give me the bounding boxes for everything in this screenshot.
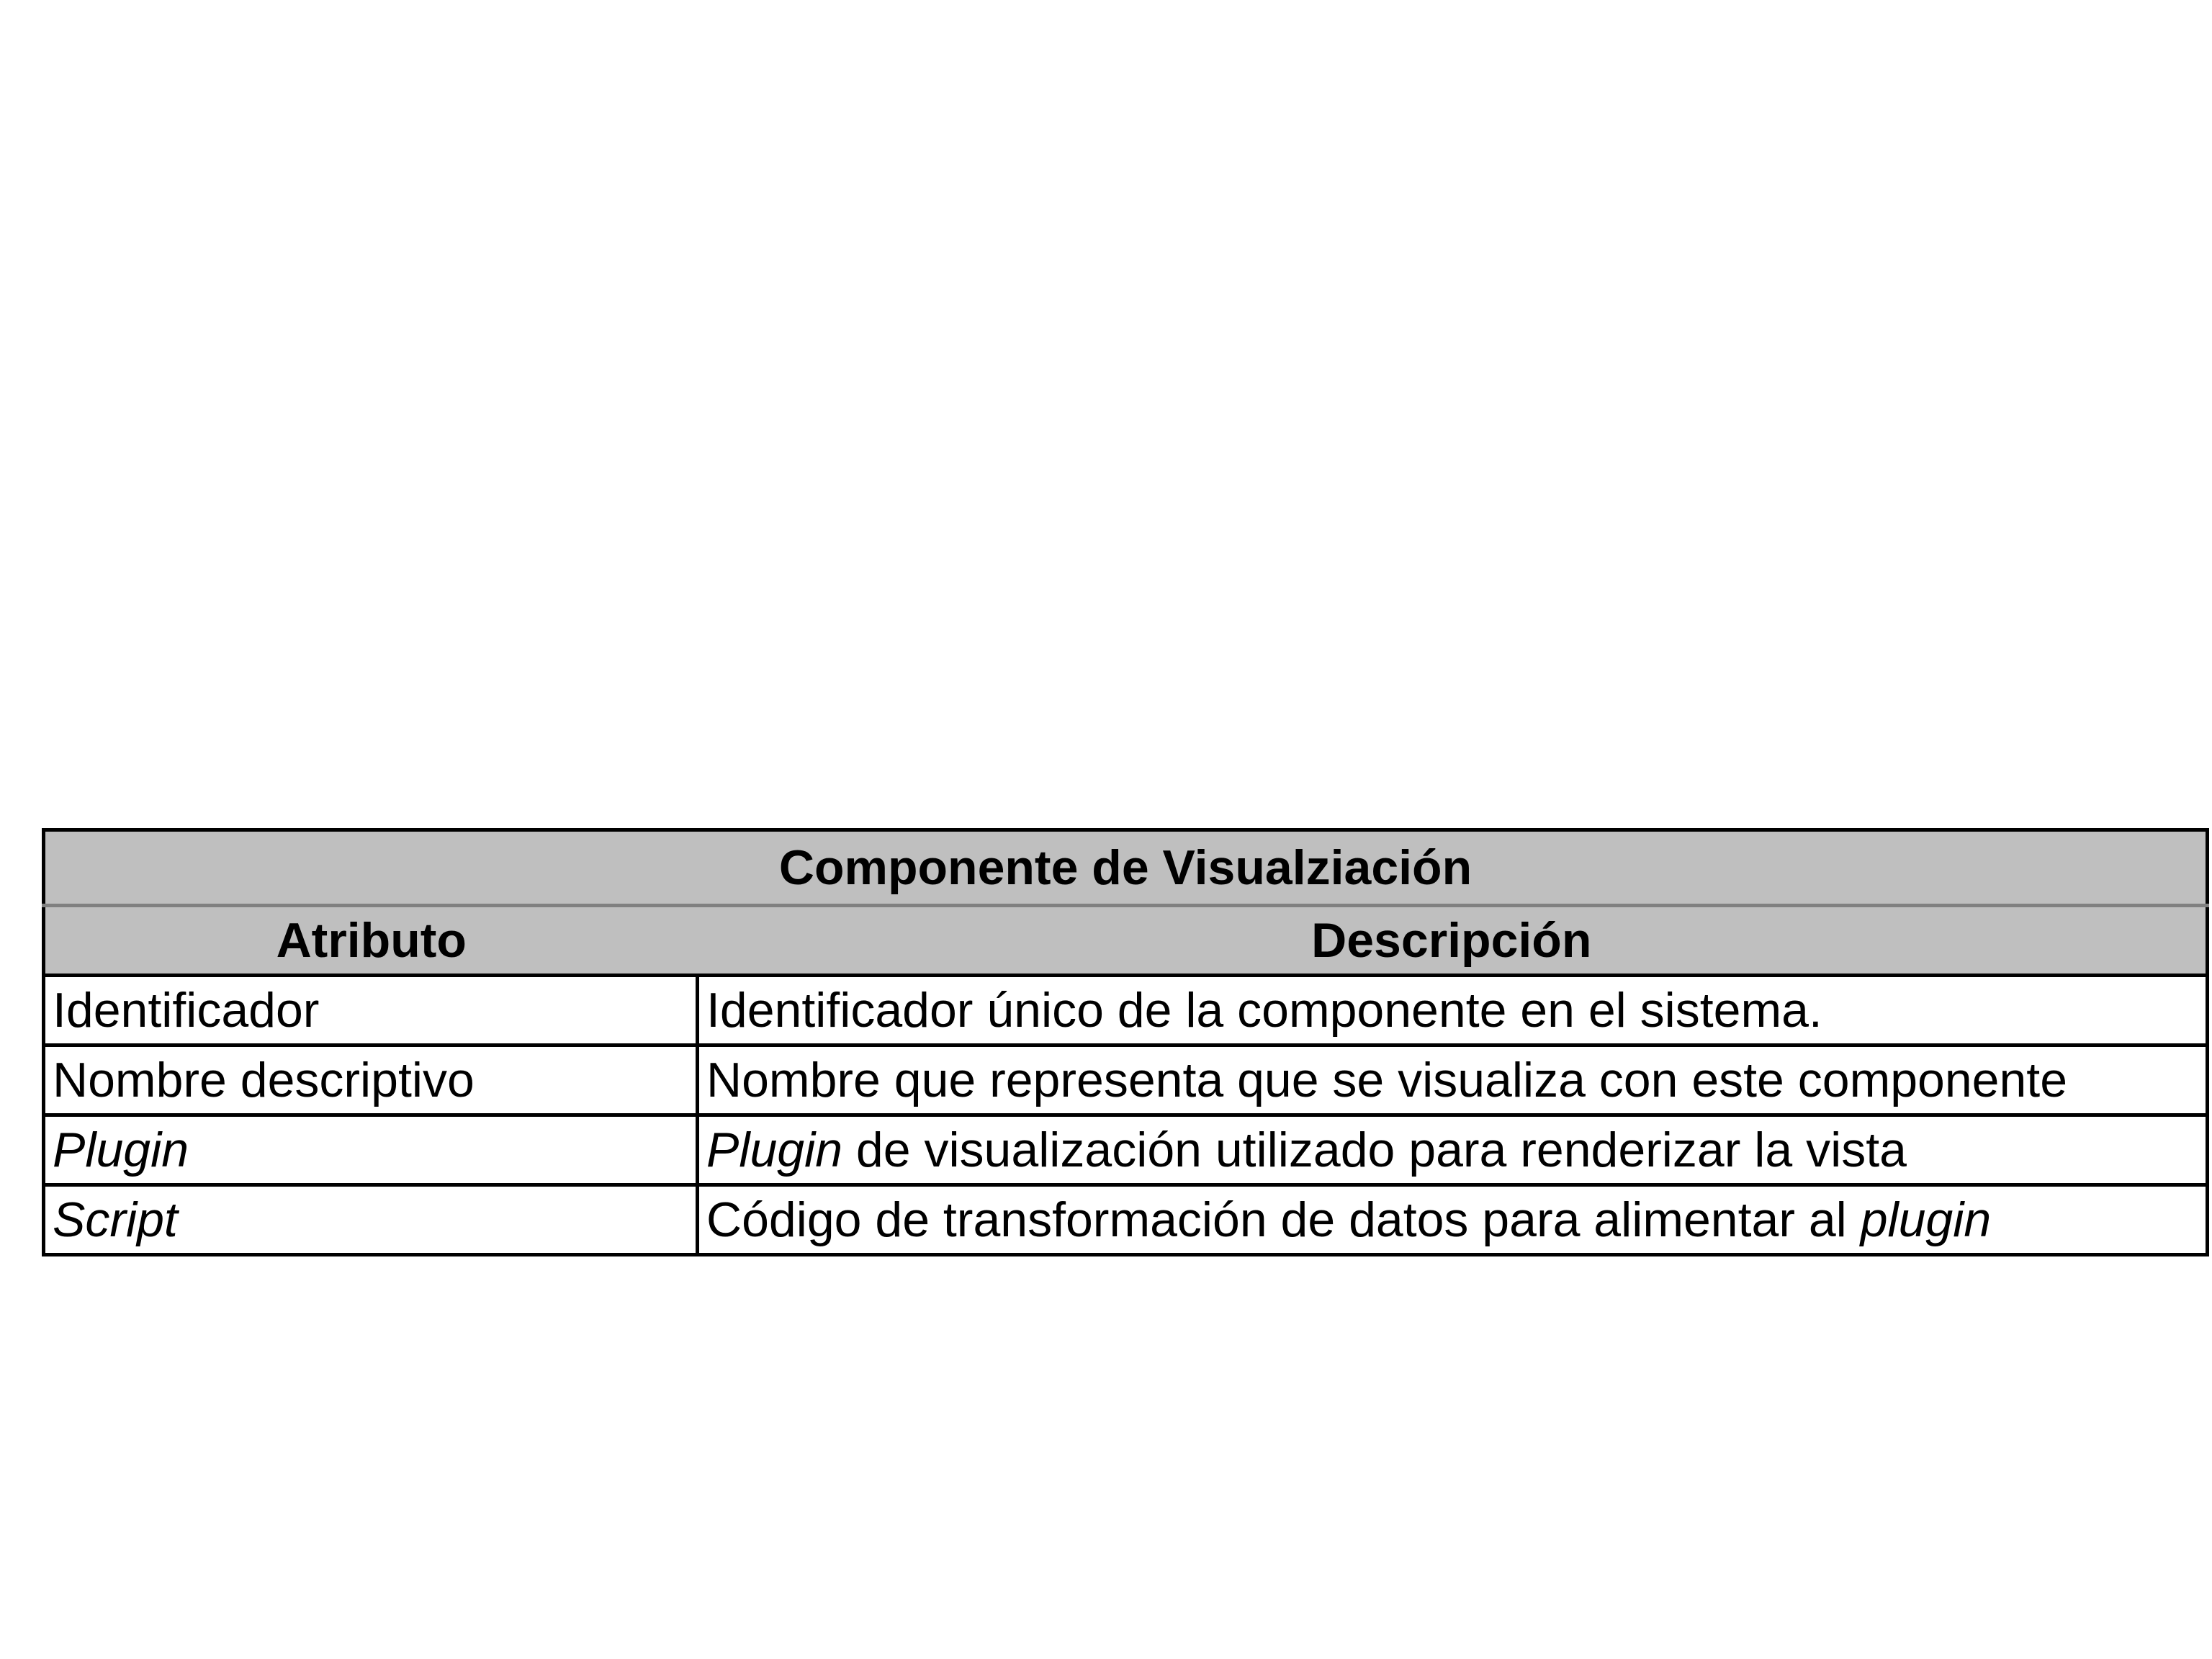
description-text: Identificador único de la componente en el sistema. [706,983,1822,1038]
table-title: Componente de Visualziación [44,830,2208,906]
description-italic-term: Plugin [706,1123,843,1177]
attribute-cell: Identificador [44,976,698,1046]
column-header-attribute: Atributo [44,906,698,976]
description-cell [698,1115,2208,1185]
description-text: Nombre que representa que se visualiza con este componente [706,1053,2068,1107]
description-cell [698,1185,2208,1255]
table-row [44,1185,2208,1255]
table-row [44,976,2208,1046]
column-header-description: Descripción [698,906,2208,976]
attribute-cell: Plugin [44,1115,698,1185]
description-text: de visualización utilizado para renderizar la vista [842,1123,1907,1177]
description-cell [698,976,2208,1046]
column-header-row [44,906,2208,976]
table-title-row [44,830,2208,906]
description-italic-term: plugin [1860,1192,1992,1247]
attribute-cell: Script [44,1185,698,1255]
attributes-table-container [42,828,2209,1256]
description-text: Código de transformación de datos para alimentar al [706,1192,1861,1247]
table-row [44,1046,2208,1115]
description-cell [698,1046,2208,1115]
attribute-cell: Nombre descriptivo [44,1046,698,1115]
table-row [44,1115,2208,1185]
attributes-table [42,828,2209,1256]
